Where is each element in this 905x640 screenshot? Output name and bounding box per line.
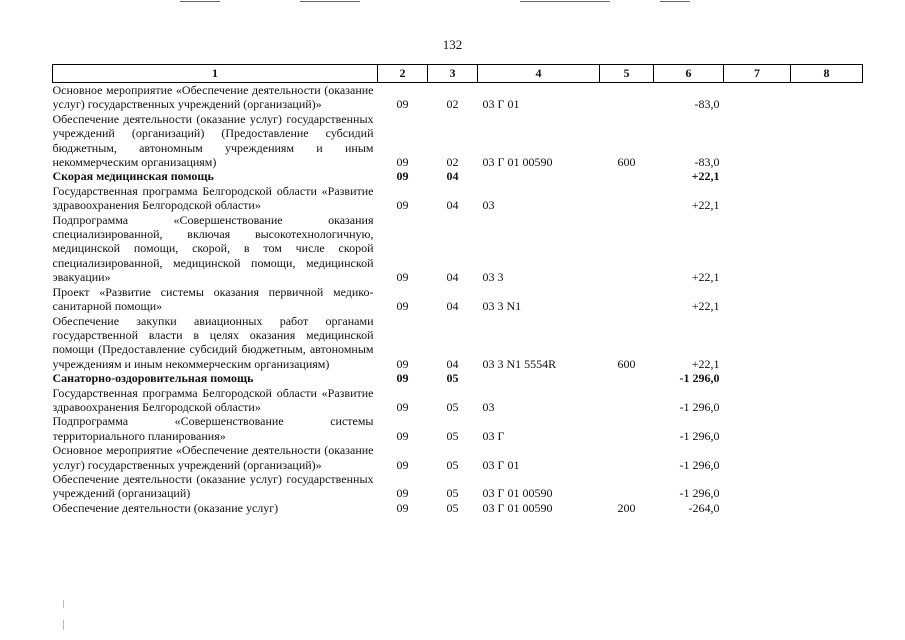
cell-amount: -264,0 <box>688 500 720 515</box>
cell-col-8 <box>791 371 863 385</box>
cell-expense-type <box>600 213 654 285</box>
cell-target-article: 03 Г 01 <box>482 97 520 112</box>
cell-subsection: 05 <box>446 486 459 501</box>
cell-section: 09 <box>396 155 409 170</box>
cell-expense-type: 600 <box>617 155 636 170</box>
header-col-1: 1 <box>53 65 378 83</box>
cell-col-8 <box>791 112 863 170</box>
cell-section: 09 <box>396 97 409 112</box>
cell-section: 09 <box>396 500 409 515</box>
cell-col-8 <box>791 443 863 472</box>
cell-target-article: 03 <box>482 399 495 414</box>
scan-top-edge <box>0 0 905 4</box>
cell-section: 09 <box>396 169 409 184</box>
cell-subsection: 04 <box>446 198 459 213</box>
cell-expense-type <box>600 83 654 112</box>
table-row <box>53 472 863 501</box>
cell-section: 09 <box>396 198 409 213</box>
cell-description: Обеспечение закупки авиационных работ органами государственной власти в целях оказания медицинской помощи (Предоставление субсидий бюджетным, автономным учреждениям и иным некоммерческим организациям) <box>52 313 374 371</box>
header-col-6: 6 <box>654 65 724 83</box>
table-row <box>53 501 863 515</box>
cell-amount: +22,1 <box>691 270 720 285</box>
cell-target-article <box>478 169 600 183</box>
cell-description: Подпрограмма «Совершенствование системы территориального планирования» <box>52 414 374 443</box>
cell-description: Обеспечение деятельности (оказание услуг) государственных учреждений (организаций) <box>52 471 374 501</box>
cell-expense-type <box>600 414 654 443</box>
cell-col-7 <box>724 443 791 472</box>
cell-col-8 <box>791 472 863 501</box>
cell-amount: +22,1 <box>691 169 720 184</box>
cell-amount: +22,1 <box>691 198 720 213</box>
cell-subsection: 04 <box>446 299 459 314</box>
cell-subsection: 04 <box>446 356 459 371</box>
cell-col-7 <box>724 285 791 314</box>
cell-subsection: 04 <box>446 169 459 184</box>
table-row <box>53 213 863 285</box>
cell-amount: -1 296,0 <box>679 371 720 386</box>
cell-description: Подпрограмма «Совершенствование оказания специализированной, включая высокотехнологичную, медицинской помощи, скорой, в том числе скорой специализированной, медицинской помощи, медицинской эвакуации» <box>52 212 374 285</box>
cell-amount: +22,1 <box>691 356 720 371</box>
cell-subsection: 05 <box>446 457 459 472</box>
cell-col-7 <box>724 386 791 415</box>
cell-description: Обеспечение деятельности (оказание услуг) государственных учреждений (организаций) (Предоставление субсидий бюджетным, автономным учреждениям и иным некоммерческим организациям) <box>52 111 374 170</box>
table-row <box>53 314 863 372</box>
cell-col-8 <box>791 213 863 285</box>
cell-subsection: 02 <box>446 97 459 112</box>
cell-amount: -1 296,0 <box>679 457 720 472</box>
cell-expense-type: 200 <box>617 500 636 515</box>
cell-col-8 <box>791 184 863 213</box>
cell-description: Обеспечение деятельности (оказание услуг) <box>52 500 279 515</box>
cell-col-7 <box>724 83 791 112</box>
cell-subsection: 05 <box>446 399 459 414</box>
table-row <box>53 285 863 314</box>
cell-col-7 <box>724 314 791 372</box>
cell-target-article: 03 Г 01 00590 <box>482 155 553 170</box>
cell-amount: -83,0 <box>694 97 720 112</box>
budget-table <box>52 64 863 515</box>
cell-col-8 <box>791 386 863 415</box>
table-row <box>53 112 863 170</box>
table-row <box>53 169 863 183</box>
table-row <box>53 414 863 443</box>
cell-target-article <box>478 371 600 385</box>
cell-col-7 <box>724 184 791 213</box>
cell-expense-type <box>600 386 654 415</box>
cell-target-article: 03 Г <box>482 428 505 443</box>
cell-description: Государственная программа Белгородской области «Развитие здравоохранения Белгородской области» <box>52 183 374 213</box>
table-row <box>53 443 863 472</box>
cell-amount: -83,0 <box>694 155 720 170</box>
cell-subsection: 05 <box>446 428 459 443</box>
cell-description: Основное мероприятие «Обеспечение деятельности (оказание услуг) государственных учреждений (организаций)» <box>52 443 374 472</box>
page-number: 132 <box>442 37 463 52</box>
cell-section: 09 <box>396 457 409 472</box>
cell-expense-type <box>600 285 654 314</box>
cell-section: 09 <box>396 399 409 414</box>
cell-target-article: 03 Г 01 <box>482 457 520 472</box>
cell-subsection: 02 <box>446 155 459 170</box>
table-row <box>53 386 863 415</box>
cell-target-article: 03 Г 01 00590 <box>482 500 553 515</box>
cell-amount: -1 296,0 <box>679 399 720 414</box>
table-row <box>53 371 863 385</box>
cell-col-8 <box>791 285 863 314</box>
cell-col-8 <box>791 414 863 443</box>
cell-subsection: 05 <box>446 500 459 515</box>
header-col-3: 3 <box>428 65 478 83</box>
cell-section: 09 <box>396 486 409 501</box>
header-col-8: 8 <box>791 65 863 83</box>
cell-expense-type <box>600 443 654 472</box>
cell-col-7 <box>724 501 791 515</box>
cell-amount: -1 296,0 <box>679 428 720 443</box>
cell-description: Основное мероприятие «Обеспечение деятельности (оказание услуг) государственных учреждений (организаций)» <box>52 83 374 112</box>
cell-col-8 <box>791 83 863 112</box>
table-row <box>53 83 863 112</box>
header-col-4: 4 <box>478 65 600 83</box>
cell-subsection: 05 <box>446 371 459 386</box>
cell-section: 09 <box>396 428 409 443</box>
cell-col-8 <box>791 501 863 515</box>
cell-section: 09 <box>396 299 409 314</box>
cell-section: 09 <box>396 270 409 285</box>
scan-mark <box>63 620 64 630</box>
cell-target-article: 03 <box>482 198 495 213</box>
cell-description: Санаторно-оздоровительная помощь <box>52 371 254 386</box>
table-row <box>53 184 863 213</box>
cell-amount: +22,1 <box>691 299 720 314</box>
cell-expense-type <box>600 371 654 385</box>
cell-section: 09 <box>396 371 409 386</box>
cell-target-article: 03 3 N1 <box>482 299 522 314</box>
cell-section: 09 <box>396 356 409 371</box>
cell-description: Проект «Развитие системы оказания первичной медико-санитарной помощи» <box>52 284 374 314</box>
header-col-2: 2 <box>378 65 428 83</box>
cell-description: Скорая медицинская помощь <box>52 169 214 184</box>
cell-target-article: 03 3 N1 5554R <box>482 356 557 371</box>
cell-description: Государственная программа Белгородской области «Развитие здравоохранения Белгородской области» <box>52 385 374 414</box>
header-col-5: 5 <box>600 65 654 83</box>
cell-subsection: 04 <box>446 270 459 285</box>
cell-col-8 <box>791 314 863 372</box>
scan-mark <box>63 600 64 608</box>
cell-expense-type <box>600 184 654 213</box>
cell-expense-type: 600 <box>617 356 636 371</box>
cell-col-7 <box>724 112 791 170</box>
table-header-row <box>53 65 863 83</box>
cell-col-7 <box>724 169 791 183</box>
cell-col-7 <box>724 213 791 285</box>
cell-col-7 <box>724 371 791 385</box>
cell-target-article: 03 3 <box>482 270 504 285</box>
cell-col-7 <box>724 472 791 501</box>
cell-target-article: 03 Г 01 00590 <box>482 486 553 501</box>
cell-expense-type <box>600 169 654 183</box>
header-col-7: 7 <box>724 65 791 83</box>
cell-amount: -1 296,0 <box>679 486 720 501</box>
cell-expense-type <box>600 472 654 501</box>
cell-col-7 <box>724 414 791 443</box>
cell-col-8 <box>791 169 863 183</box>
